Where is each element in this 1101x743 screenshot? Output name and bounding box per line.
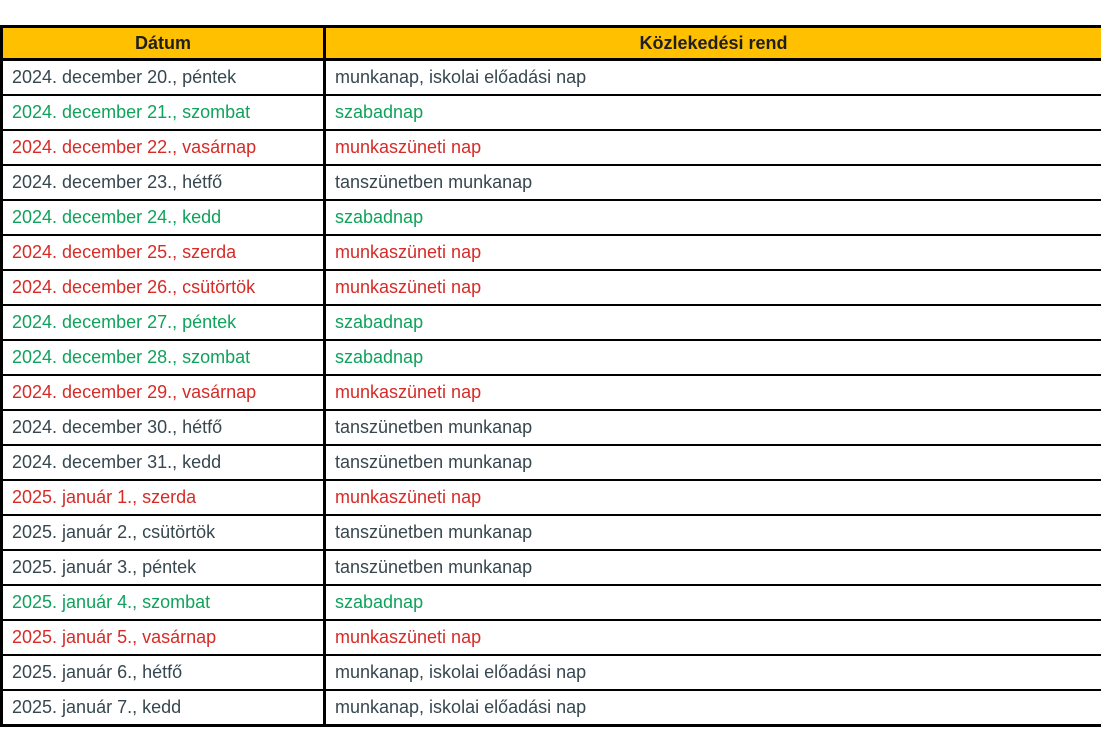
- date-cell: 2024. december 21., szombat: [2, 95, 325, 130]
- date-cell: 2024. december 30., hétfő: [2, 410, 325, 445]
- date-cell: 2025. január 1., szerda: [2, 480, 325, 515]
- rule-cell: munkaszüneti nap: [325, 480, 1101, 515]
- rule-cell: munkanap, iskolai előadási nap: [325, 60, 1101, 96]
- table-row: [2, 95, 1101, 130]
- date-cell: 2024. december 20., péntek: [2, 60, 325, 96]
- date-cell: 2024. december 22., vasárnap: [2, 130, 325, 165]
- date-cell: 2024. december 24., kedd: [2, 200, 325, 235]
- date-cell: 2024. december 27., péntek: [2, 305, 325, 340]
- rule-cell: tanszünetben munkanap: [325, 550, 1101, 585]
- rule-cell: tanszünetben munkanap: [325, 445, 1101, 480]
- date-cell: 2024. december 31., kedd: [2, 445, 325, 480]
- table-row: [2, 375, 1101, 410]
- transport-schedule-table: [0, 25, 1101, 727]
- rule-cell: munkaszüneti nap: [325, 235, 1101, 270]
- rule-cell: szabadnap: [325, 305, 1101, 340]
- date-cell: 2024. december 23., hétfő: [2, 165, 325, 200]
- table-row: [2, 60, 1101, 96]
- rule-cell: munkaszüneti nap: [325, 270, 1101, 305]
- table-row: [2, 445, 1101, 480]
- table-row: [2, 200, 1101, 235]
- table-row: [2, 480, 1101, 515]
- date-cell: 2024. december 28., szombat: [2, 340, 325, 375]
- table-row: [2, 655, 1101, 690]
- date-cell: 2025. január 3., péntek: [2, 550, 325, 585]
- schedule-table-body: [2, 60, 1101, 726]
- date-cell: 2025. január 4., szombat: [2, 585, 325, 620]
- date-cell: 2024. december 29., vasárnap: [2, 375, 325, 410]
- table-row: [2, 165, 1101, 200]
- rule-cell: tanszünetben munkanap: [325, 165, 1101, 200]
- date-cell: 2024. december 25., szerda: [2, 235, 325, 270]
- table-row: [2, 235, 1101, 270]
- date-column-header: Dátum: [2, 27, 325, 60]
- rule-cell: tanszünetben munkanap: [325, 515, 1101, 550]
- table-row: [2, 690, 1101, 726]
- rule-cell: munkaszüneti nap: [325, 130, 1101, 165]
- rule-cell: munkanap, iskolai előadási nap: [325, 655, 1101, 690]
- date-cell: 2024. december 26., csütörtök: [2, 270, 325, 305]
- rule-cell: munkanap, iskolai előadási nap: [325, 690, 1101, 726]
- table-row: [2, 130, 1101, 165]
- table-row: [2, 340, 1101, 375]
- rule-cell: szabadnap: [325, 95, 1101, 130]
- rule-column-header: Közlekedési rend: [325, 27, 1101, 60]
- date-cell: 2025. január 2., csütörtök: [2, 515, 325, 550]
- rule-cell: munkaszüneti nap: [325, 620, 1101, 655]
- table-row: [2, 515, 1101, 550]
- date-cell: 2025. január 7., kedd: [2, 690, 325, 726]
- table-row: [2, 585, 1101, 620]
- date-cell: 2025. január 5., vasárnap: [2, 620, 325, 655]
- rule-cell: tanszünetben munkanap: [325, 410, 1101, 445]
- table-row: [2, 620, 1101, 655]
- rule-cell: szabadnap: [325, 200, 1101, 235]
- rule-cell: munkaszüneti nap: [325, 375, 1101, 410]
- table-row: [2, 305, 1101, 340]
- table-row: [2, 410, 1101, 445]
- header-row: [2, 27, 1101, 60]
- table-row: [2, 550, 1101, 585]
- table-row: [2, 270, 1101, 305]
- date-cell: 2025. január 6., hétfő: [2, 655, 325, 690]
- rule-cell: szabadnap: [325, 585, 1101, 620]
- rule-cell: szabadnap: [325, 340, 1101, 375]
